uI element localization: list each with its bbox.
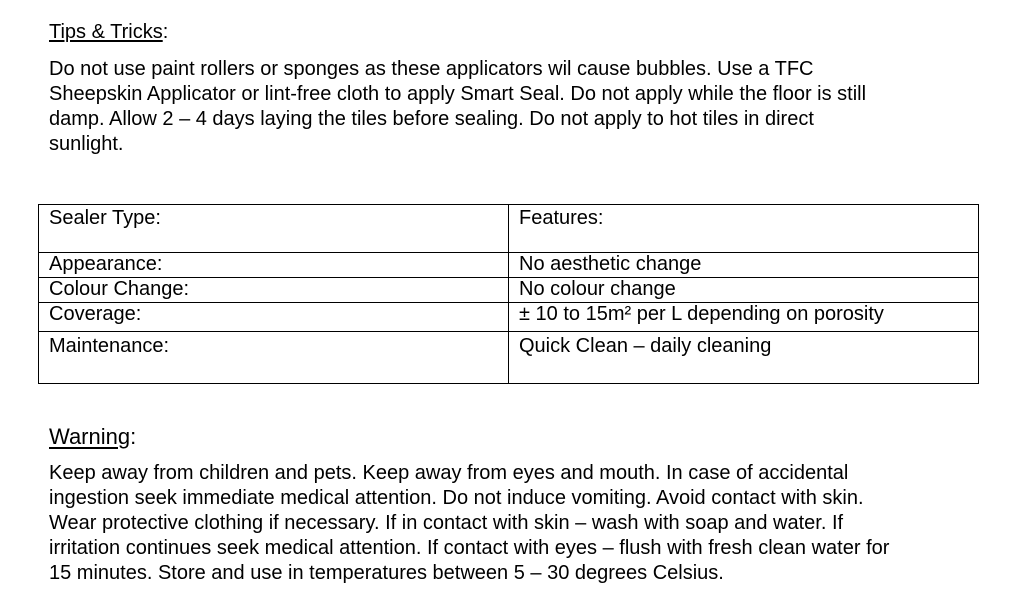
row-value-coverage: ± 10 to 15m² per L depending on porosity [509,303,979,332]
header-features: Features: [509,205,979,253]
tips-heading-text: Tips & Tricks [49,21,163,43]
row-value-maintenance: Quick Clean – daily cleaning [509,332,979,384]
sealer-spec-table [38,204,979,384]
tips-paragraph: Do not use paint rollers or sponges as these applicators wil cause bubbles. Use a TFC Sheepskin Applicator or lint-free cloth to apply Smart Seal. Do not apply while the floor is still damp. Allow 2 – 4 days laying the tiles before sealing. Do not apply to hot tiles in direct sunlight. [49,58,867,155]
header-sealer-type: Sealer Type: [39,205,509,253]
row-label-maintenance: Maintenance: [39,332,509,384]
warning-heading-text: Warning [49,424,131,449]
table-row [39,303,979,332]
warning-paragraph: Keep away from children and pets. Keep away from eyes and mouth. In case of accidental ingestion seek immediate medical attention. Do not induce vomiting. Avoid contact with skin. Wear protective clothing if necessary. If in contact with skin – wash with soap and water. If irritation continues seek medical attention. If contact with eyes – flush with fresh clean water for 15 minutes. Store and use in temperatures between 5 – 30 degrees Celsius. [49,462,890,584]
tips-heading [49,20,168,44]
row-label-appearance: Appearance: [39,253,509,278]
table-row [39,278,979,303]
row-label-coverage: Coverage: [39,303,509,332]
row-value-colour-change: No colour change [509,278,979,303]
warning-heading-colon: : [130,424,137,449]
row-value-appearance: No aesthetic change [509,253,979,278]
table-row [39,332,979,384]
table-row [39,253,979,278]
warning-heading [49,424,136,450]
row-label-colour-change: Colour Change: [39,278,509,303]
table-header-row [39,205,979,253]
tips-heading-colon: : [162,21,169,43]
